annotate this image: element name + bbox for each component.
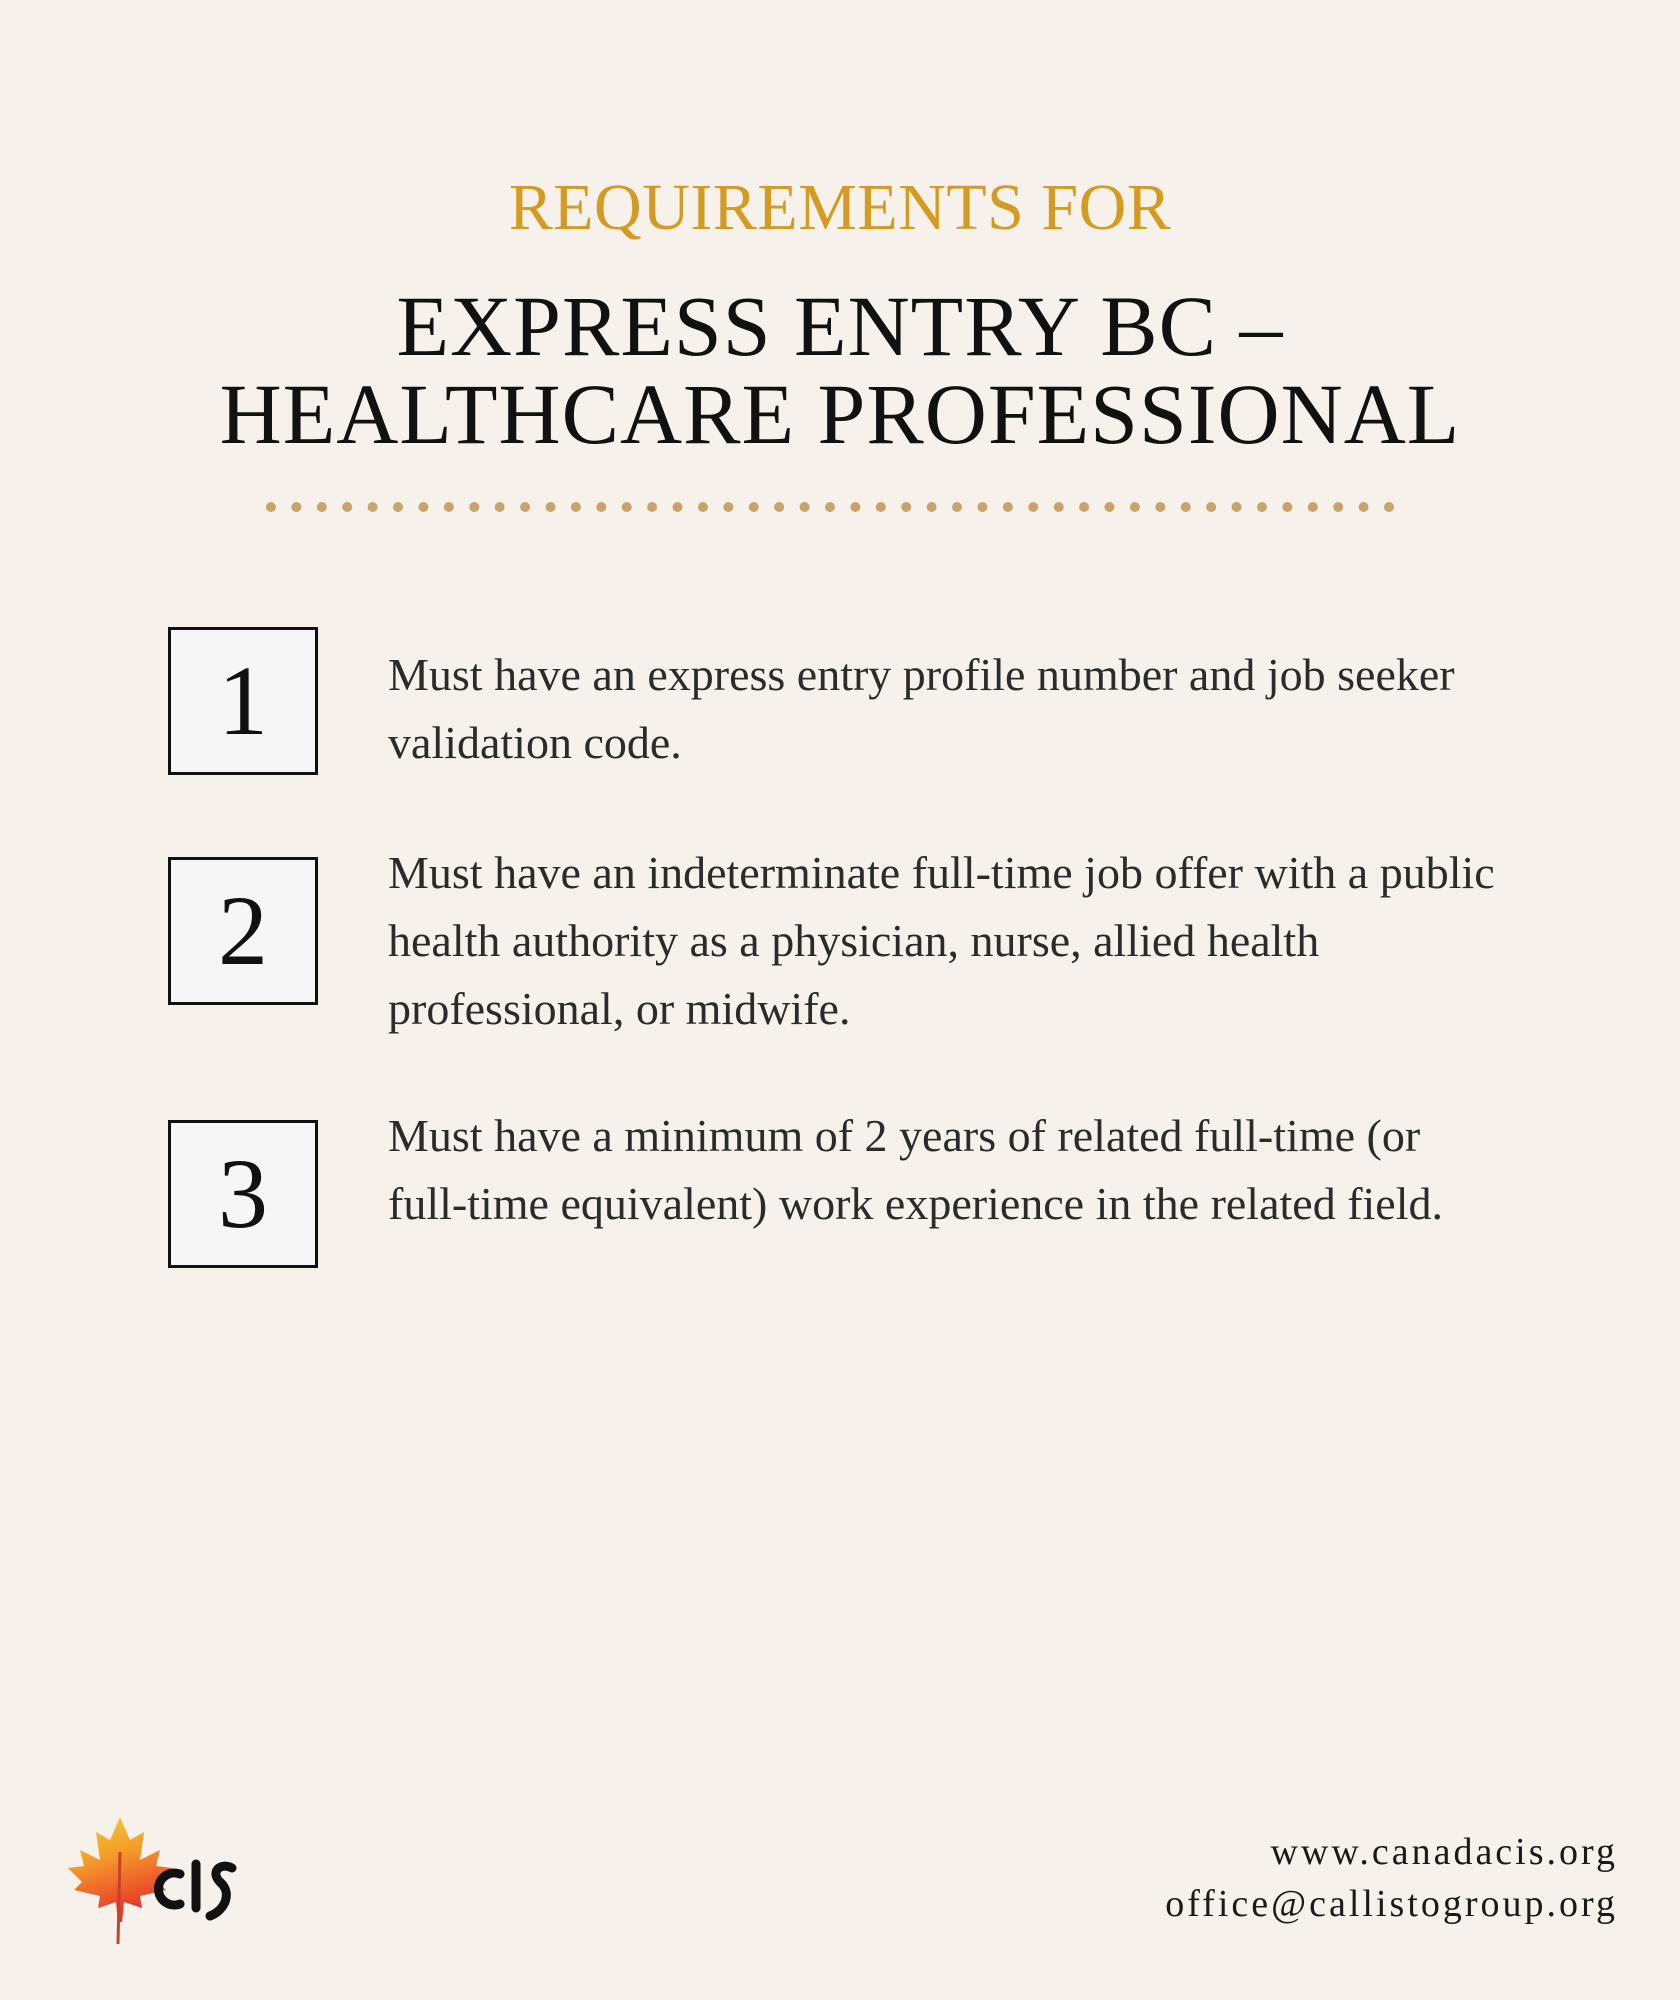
- divider-dot: [850, 502, 860, 512]
- requirement-number-box: 2: [168, 857, 318, 1005]
- divider-dot: [1359, 502, 1369, 512]
- divider-dot: [825, 502, 835, 512]
- requirement-number-box: 3: [168, 1120, 318, 1268]
- divider-dot: [800, 502, 810, 512]
- divider-dot: [546, 502, 556, 512]
- divider-dot: [1003, 502, 1013, 512]
- cis-lettermark: [158, 1864, 232, 1916]
- divider-dot: [1257, 502, 1267, 512]
- divider-dot: [1028, 502, 1038, 512]
- divider-dot: [673, 502, 683, 512]
- divider-dot: [1232, 502, 1242, 512]
- divider-dot: [774, 502, 784, 512]
- header-subtitle: REQUIREMENTS FOR: [508, 171, 1172, 244]
- divider-dot: [266, 502, 276, 512]
- divider-dot: [1130, 502, 1140, 512]
- divider-dot: [723, 502, 733, 512]
- divider-dot: [977, 502, 987, 512]
- divider-dot: [317, 502, 327, 512]
- divider-dot: [927, 502, 937, 512]
- requirement-text: Must have an indeterminate full-time job offer with a public health authority as a physician, nurse, allied health professional, or midwife.: [388, 847, 1495, 1034]
- title-line-2: HEALTHCARE PROFESSIONAL: [219, 366, 1461, 462]
- email-link[interactable]: office@callistogroup.org: [1165, 1883, 1618, 1925]
- requirement-number-box: 1: [168, 627, 318, 775]
- divider-dot: [901, 502, 911, 512]
- divider-dot: [1105, 502, 1115, 512]
- requirement-text: Must have an express entry profile number and job seeker validation code.: [388, 649, 1455, 768]
- divider-dot: [368, 502, 378, 512]
- website-link[interactable]: www.canadacis.org: [1270, 1831, 1618, 1873]
- divider-dot: [596, 502, 606, 512]
- divider-dot: [1333, 502, 1343, 512]
- divider-dot: [1155, 502, 1165, 512]
- divider-dot: [469, 502, 479, 512]
- requirement-text: Must have a minimum of 2 years of related full-time (or full-time equivalent) work experience in the related field.: [388, 1110, 1443, 1229]
- title-line-1: EXPRESS ENTRY BC –: [396, 278, 1284, 374]
- divider-dot: [1206, 502, 1216, 512]
- divider-dot: [1282, 502, 1292, 512]
- divider-dot: [1384, 502, 1394, 512]
- divider-dot: [1079, 502, 1089, 512]
- divider-dot: [418, 502, 428, 512]
- contact-info: [1165, 1826, 1618, 1930]
- divider-dot: [749, 502, 759, 512]
- divider-dot: [622, 502, 632, 512]
- dotted-divider: [265, 495, 1395, 519]
- divider-dot: [393, 502, 403, 512]
- divider-dot: [342, 502, 352, 512]
- divider-dot: [1054, 502, 1064, 512]
- divider-dot: [571, 502, 581, 512]
- divider-dot: [1181, 502, 1191, 512]
- page-title: [0, 278, 1680, 462]
- divider-dot: [876, 502, 886, 512]
- divider-dot: [647, 502, 657, 512]
- divider-dot: [444, 502, 454, 512]
- divider-dot: [1308, 502, 1318, 512]
- divider-dot: [952, 502, 962, 512]
- cis-maple-leaf-logo: [60, 1812, 260, 1947]
- divider-dot: [698, 502, 708, 512]
- divider-dot: [495, 502, 505, 512]
- divider-dot: [520, 502, 530, 512]
- divider-dot: [291, 502, 301, 512]
